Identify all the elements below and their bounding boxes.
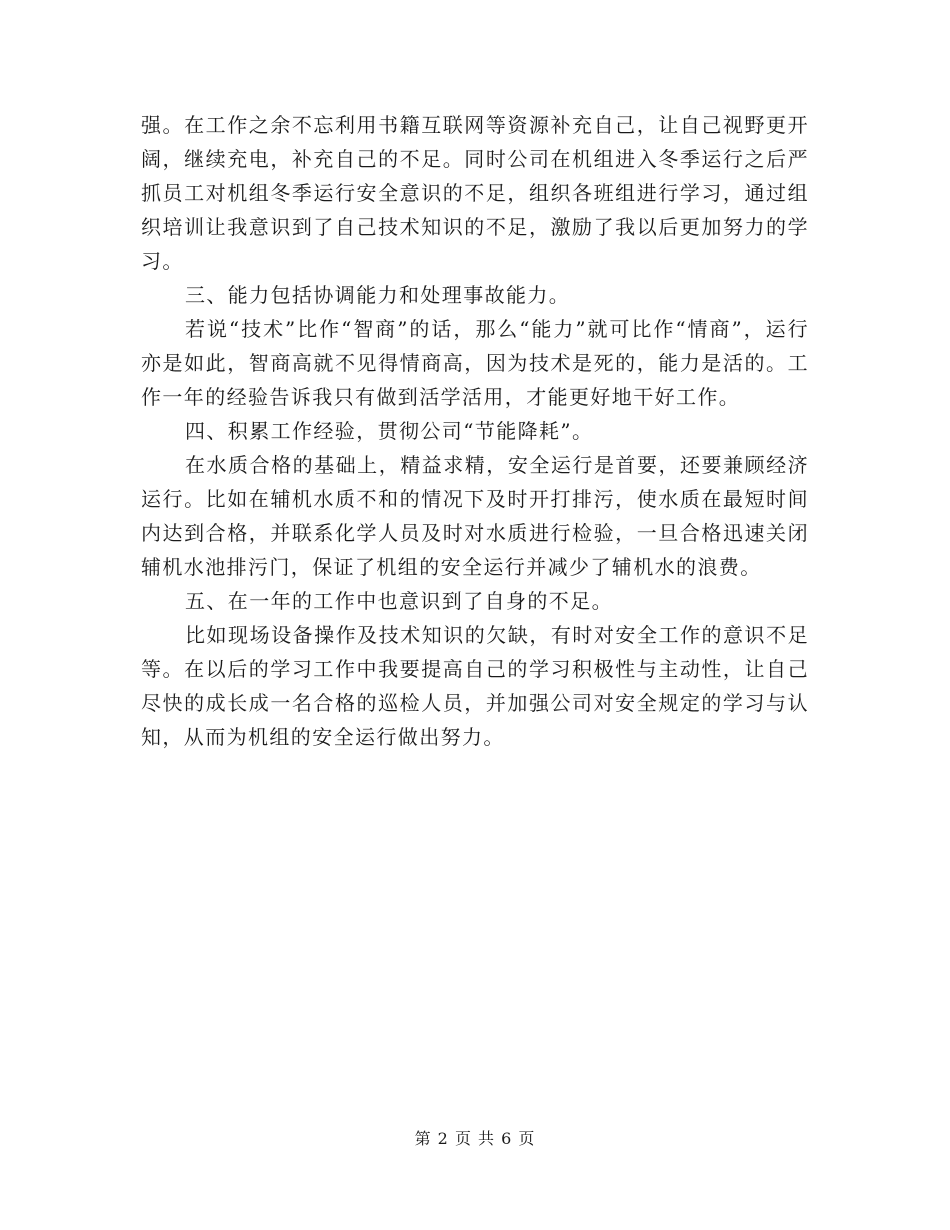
body-paragraph: 比如现场设备操作及技术知识的欠缺，有时对安全工作的意识不足等。在以后的学习工作中我要提高自己的学习积极性与主动性，让自己尽快的成长成一名合格的巡检人员，并加强公司对安全规定的学习与认知，从而为机组的安全运行做出努力。 <box>141 623 809 749</box>
section-heading-5: 五、在一年的工作中也意识到了自身的不足。 <box>185 589 613 613</box>
section-heading-4: 四、积累工作经验，贯彻公司“节能降耗”。 <box>185 419 594 443</box>
body-paragraph: 若说“技术”比作“智商”的话，那么“能力”就可比作“情商”，运行亦是如此，智商高就不见得情商高，因为技术是死的，能力是活的。工作一年的经验告诉我只有做到活学活用，才能更好地干好工作。 <box>141 317 809 409</box>
page-footer <box>0 1126 950 1149</box>
document-body <box>141 108 809 754</box>
page-number: 第 2 页 共 6 页 <box>414 1129 536 1148</box>
body-paragraph: 在水质合格的基础上，精益求精，安全运行是首要，还要兼顾经济运行。比如在辅机水质不和的情况下及时开打排污，使水质在最短时间内达到合格，并联系化学人员及时对水质进行检验，一旦合格迅速关闭辅机水池排污门，保证了机组的安全运行并减少了辅机水的浪费。 <box>141 453 809 579</box>
body-paragraph: 强。在工作之余不忘利用书籍互联网等资源补充自己，让自己视野更开阔，继续充电，补充自己的不足。同时公司在机组进入冬季运行之后严抓员工对机组冬季运行安全意识的不足，组织各班组进行学习，通过组织培训让我意识到了自己技术知识的不足，激励了我以后更加努力的学习。 <box>141 113 809 273</box>
section-heading-3: 三、能力包括协调能力和处理事故能力。 <box>185 283 571 307</box>
